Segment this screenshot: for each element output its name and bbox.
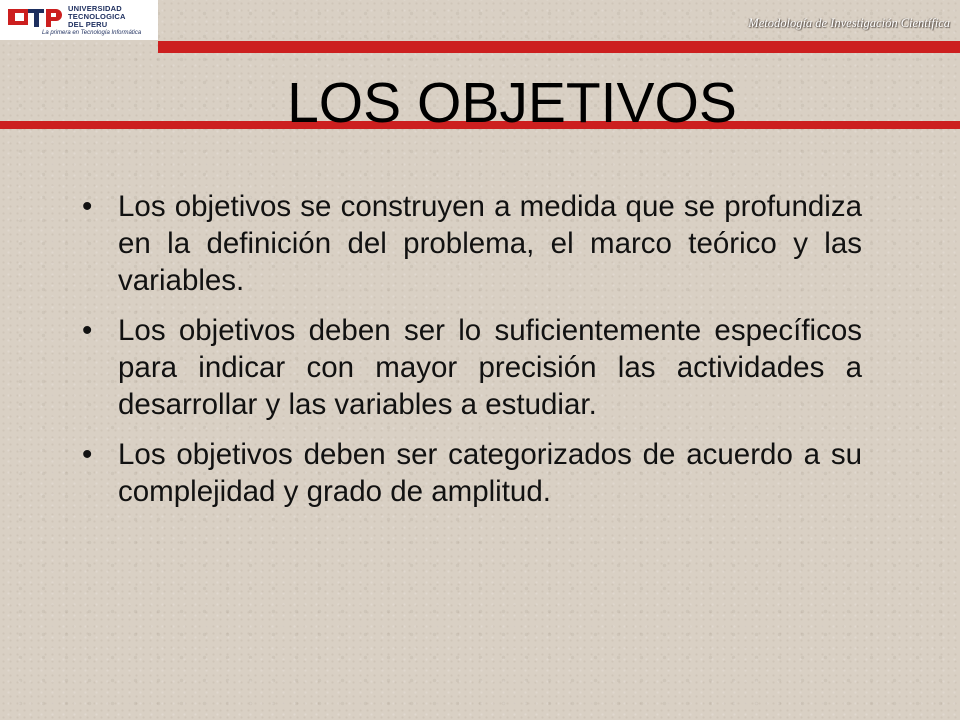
bullet-text: Los objetivos se construyen a medida que se profundiza en la definición del problema, el marco teórico y las variables. xyxy=(118,190,862,297)
bullet-list xyxy=(80,188,862,523)
logo-tagline: La primera en Tecnología Informática xyxy=(42,30,142,36)
bullet-icon: • xyxy=(82,438,93,471)
top-accent-bar xyxy=(158,41,960,53)
bullet-text: Los objetivos deben ser categorizados de acuerdo a su complejidad y grado de amplitud. xyxy=(118,438,862,508)
bullet-icon: • xyxy=(82,190,93,223)
logo-line-1: UNIVERSIDAD xyxy=(68,4,122,13)
bullet-item xyxy=(80,312,862,423)
bullet-icon: • xyxy=(82,314,93,347)
slide-title: LOS OBJETIVOS xyxy=(287,71,737,135)
bullet-item xyxy=(80,436,862,510)
logo-line-3: DEL PERU xyxy=(68,20,108,29)
university-logo xyxy=(0,0,158,40)
utp-emblem-icon xyxy=(8,3,64,33)
course-label: Metodología de Investigación Científica xyxy=(748,16,950,30)
bullet-item xyxy=(80,188,862,299)
bullet-text: Los objetivos deben ser lo suficientemente específicos para indicar con mayor precisión las actividades a desarrollar y las variables a estudiar. xyxy=(118,314,862,421)
logo-line-2: TECNOLOGICA xyxy=(68,12,126,21)
